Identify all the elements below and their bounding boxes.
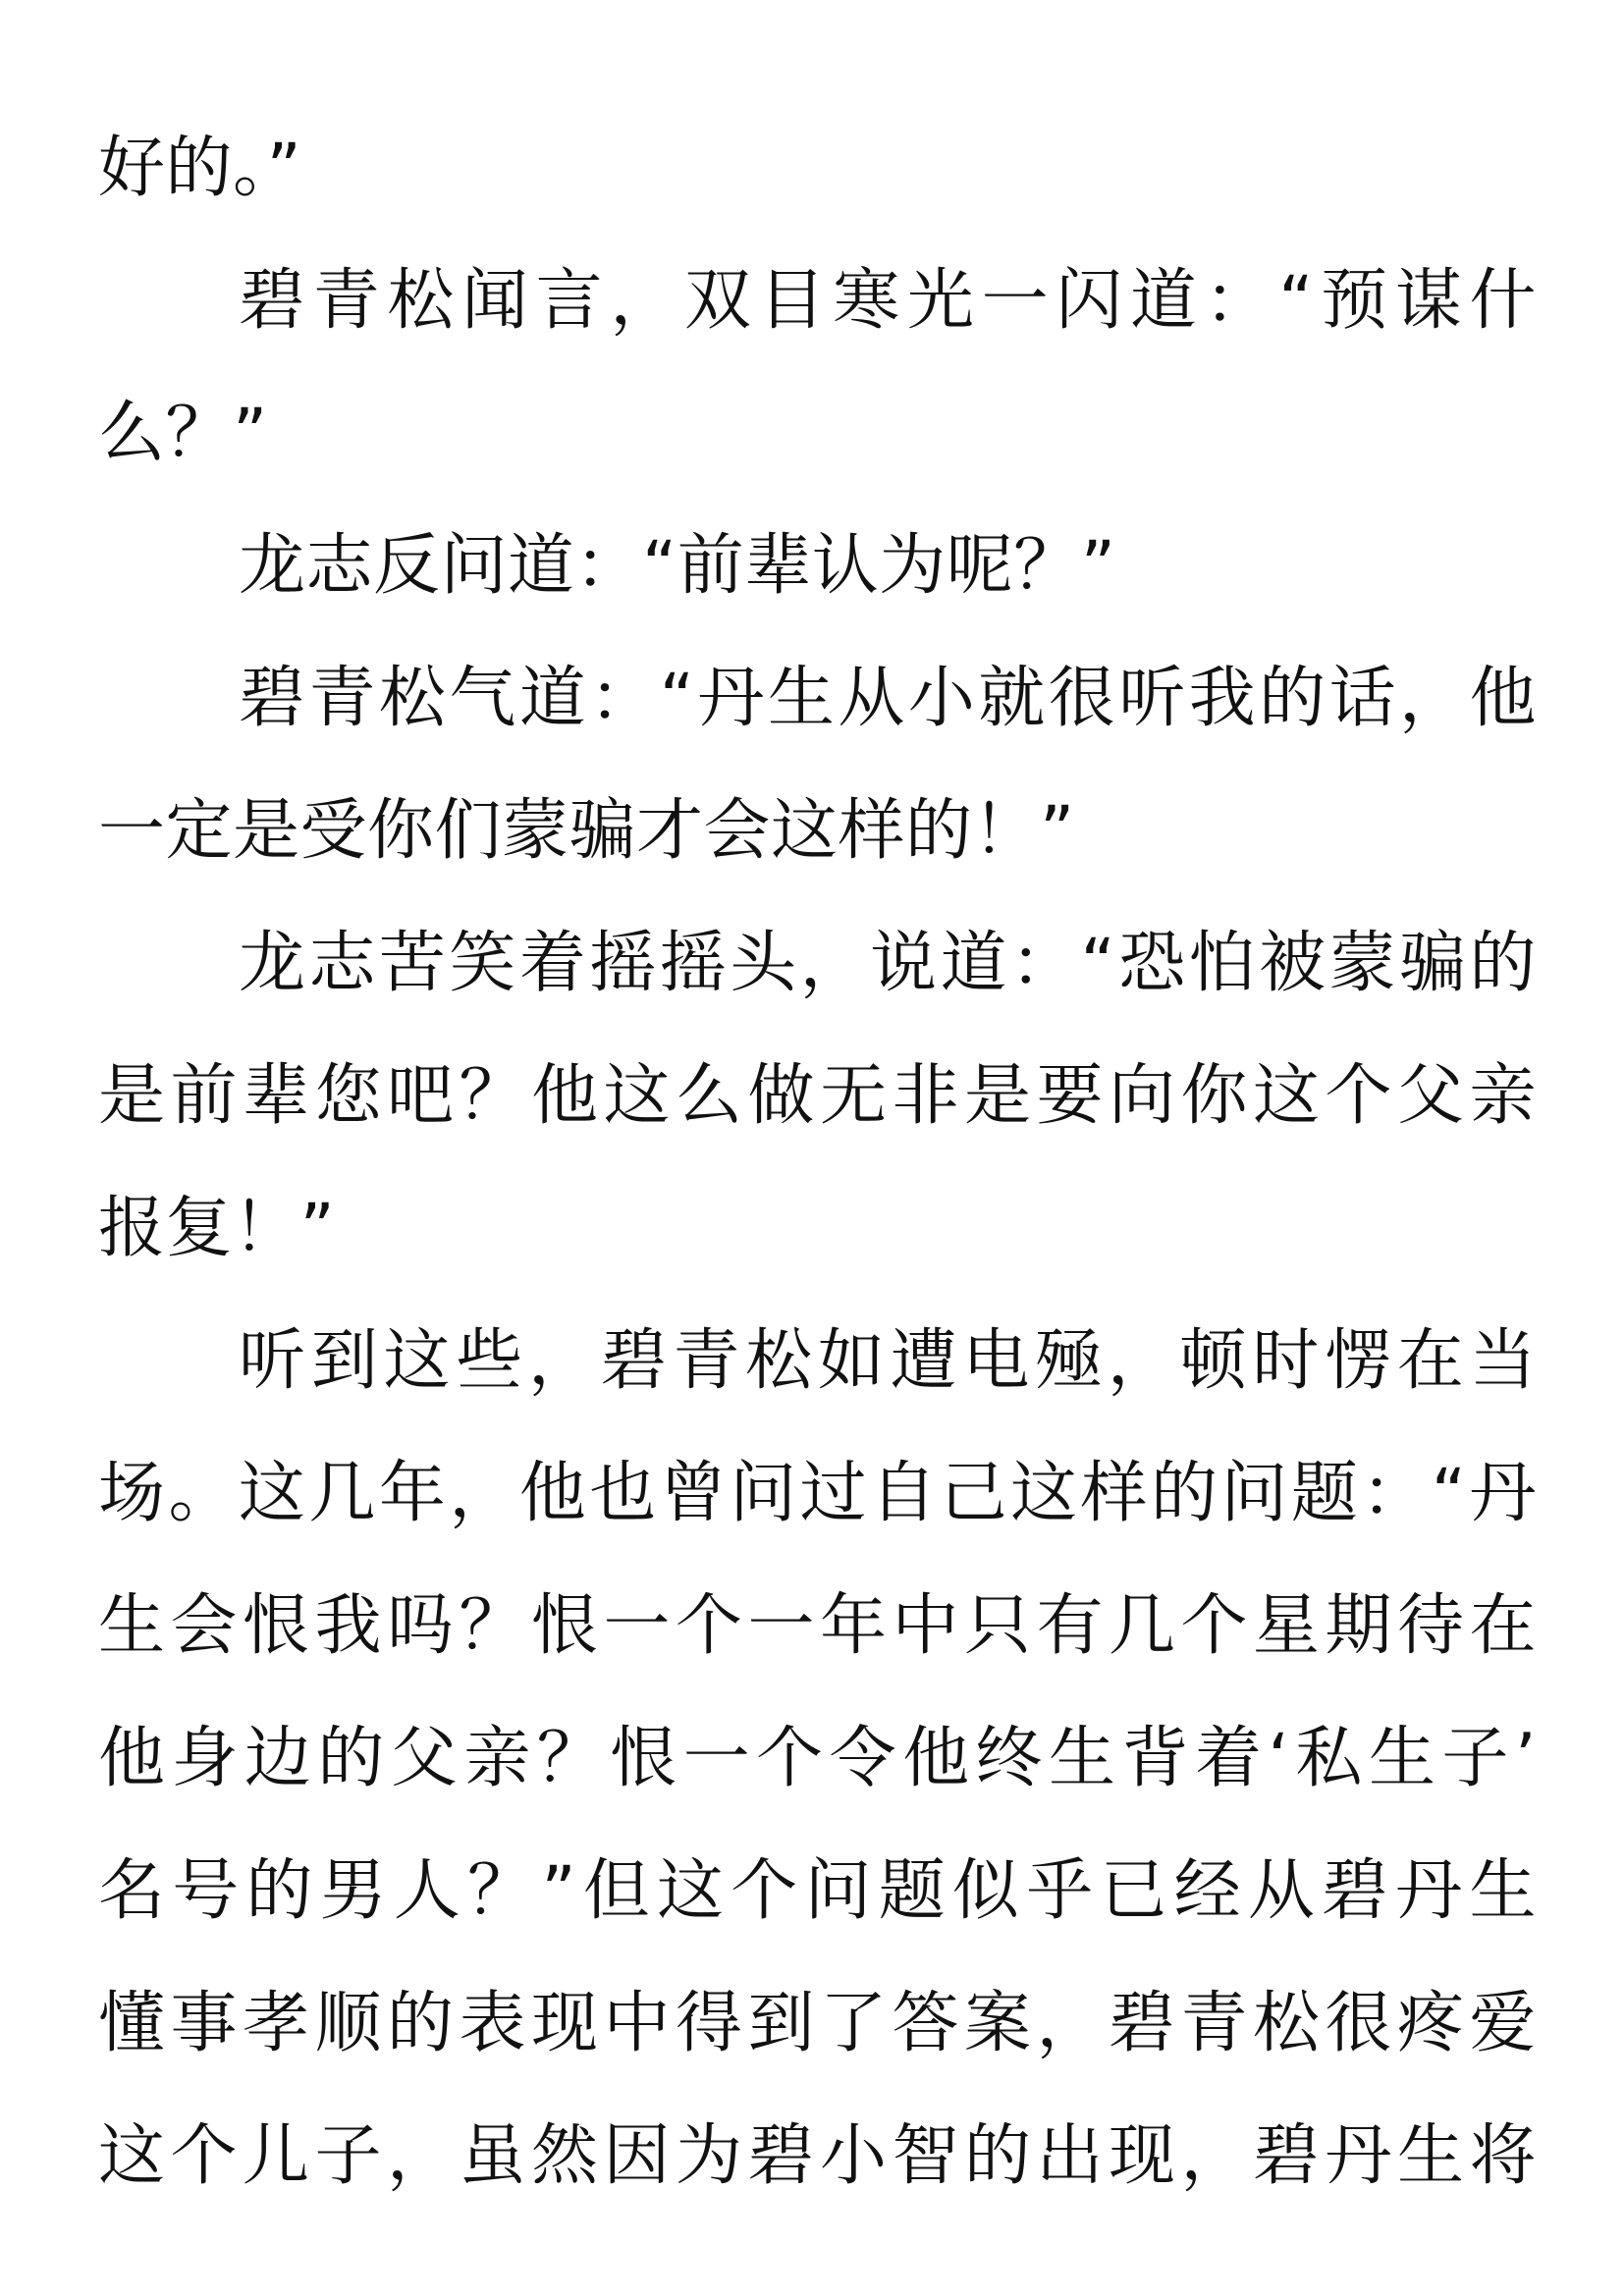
text-line: 么？” bbox=[98, 395, 268, 472]
text-line: 龙志反问道：“前辈认为呢？” bbox=[239, 527, 1116, 605]
text-line: 这个儿子，虽然因为碧小智的出现，碧丹生将 bbox=[98, 2117, 1537, 2195]
text-line: 好的。” bbox=[98, 130, 302, 207]
text-line: 懂事孝顺的表现中得到了答案，碧青松很疼爱 bbox=[98, 1985, 1537, 2062]
text-line: 碧青松闻言，双目寒光一闪道：“预谋什 bbox=[239, 262, 1537, 340]
text-line: 一定是受你们蒙骗才会这样的！” bbox=[98, 792, 1075, 870]
document-page bbox=[98, 102, 1537, 2222]
text-line: 场。这几年，他也曾问过自己这样的问题：“丹 bbox=[98, 1455, 1537, 1532]
text-line: 听到这些，碧青松如遭电殛，顿时愣在当 bbox=[239, 1322, 1537, 1400]
text-line: 报复！” bbox=[98, 1190, 336, 1267]
text-line: 生会恨我吗？恨一个一年中只有几个星期待在 bbox=[98, 1587, 1537, 1665]
text-line: 是前辈您吧？他这么做无非是要向你这个父亲 bbox=[98, 1057, 1537, 1135]
text-line: 名号的男人？”但这个问题似乎已经从碧丹生 bbox=[98, 1852, 1537, 1930]
text-line: 他身边的父亲？恨一个令他终生背着‘私生子’ bbox=[98, 1720, 1537, 1797]
text-line: 碧青松气道：“丹生从小就很听我的话，他 bbox=[239, 660, 1537, 737]
text-line: 龙志苦笑着摇摇头，说道：“恐怕被蒙骗的 bbox=[239, 925, 1537, 1002]
